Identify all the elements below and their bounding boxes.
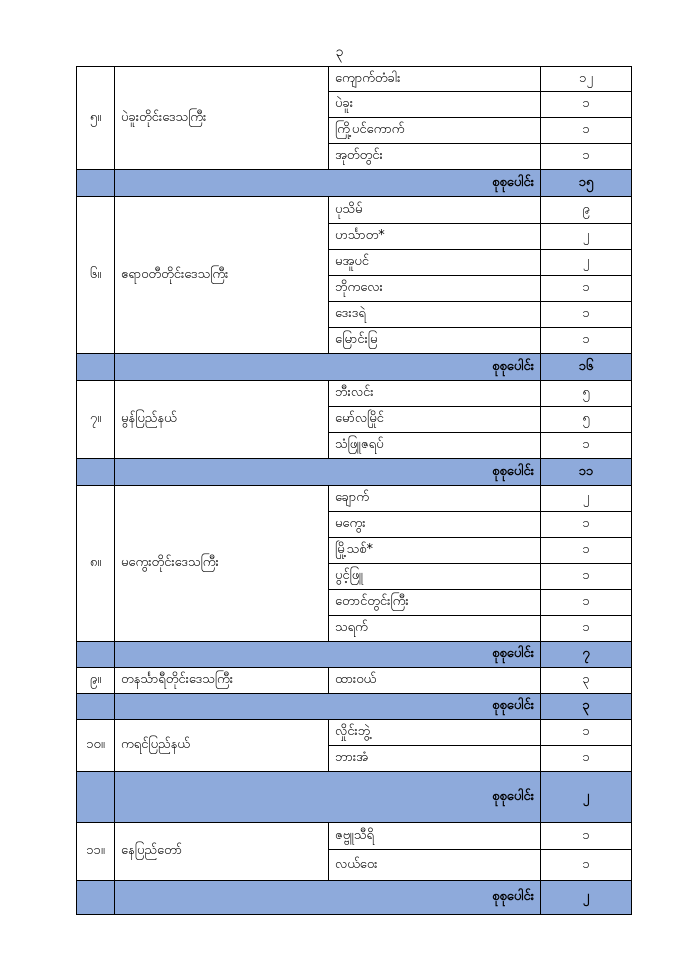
region-name: မွန်ပြည်နယ် — [115, 381, 329, 459]
total-row-blank — [77, 459, 115, 486]
total-count: ၁၅ — [541, 170, 632, 197]
township-count: ၂ — [541, 486, 632, 512]
total-count: ၃ — [541, 694, 632, 720]
cases-table — [76, 66, 632, 915]
township-name: မြို့သစ်* — [329, 538, 541, 564]
township-count: ၅ — [541, 407, 632, 433]
section-number: ၉။ — [77, 668, 115, 694]
table-row — [77, 197, 632, 224]
township-count: ၁ — [541, 276, 632, 302]
township-name: ကြို့ပင်ကောက် — [329, 118, 541, 144]
total-count: ၂ — [541, 772, 632, 823]
table-row — [77, 381, 632, 407]
total-row-blank — [77, 694, 115, 720]
township-name: မြောင်းမြ — [329, 328, 541, 354]
township-name: ဟင်္သာတ* — [329, 224, 541, 250]
township-name: အုတ်တွင်း — [329, 144, 541, 170]
section-number: ၇။ — [77, 381, 115, 459]
township-count: ၁ — [541, 590, 632, 616]
section-number: ၅။ — [77, 67, 115, 170]
total-row-blank — [77, 354, 115, 381]
total-label: စုစုပေါင်း — [115, 354, 541, 381]
total-label: စုစုပေါင်း — [115, 772, 541, 823]
township-name: ဘိုကလေး — [329, 276, 541, 302]
total-count: ၁၁ — [541, 459, 632, 486]
total-label: စုစုပေါင်း — [115, 459, 541, 486]
total-row-blank — [77, 881, 115, 915]
section-number: ၁၁။ — [77, 823, 115, 881]
township-name: လှိုင်းဘွဲ့ — [329, 720, 541, 746]
township-count: ၃ — [541, 668, 632, 694]
township-count: ၅ — [541, 381, 632, 407]
page-number: ၃ — [335, 44, 344, 60]
township-count: ၁ — [541, 564, 632, 590]
township-name: ဇဗ္ဗူသီရိ — [329, 823, 541, 850]
total-row — [77, 354, 632, 381]
township-name: ထားဝယ် — [329, 668, 541, 694]
region-name: မကွေးတိုင်းဒေသကြီး — [115, 486, 329, 642]
township-count: ၁ — [541, 850, 632, 881]
township-name: ဒေးဒရဲ — [329, 302, 541, 328]
township-name: သရက် — [329, 616, 541, 642]
total-row — [77, 459, 632, 486]
township-count: ၂ — [541, 224, 632, 250]
township-name: ပဲခူး — [329, 92, 541, 118]
table-row — [77, 67, 632, 92]
total-label: စုစုပေါင်း — [115, 170, 541, 197]
total-count: ၇ — [541, 642, 632, 668]
table-row — [77, 823, 632, 850]
township-count: ၁ — [541, 118, 632, 144]
total-row-blank — [77, 170, 115, 197]
total-row — [77, 772, 632, 823]
township-count: ၁ — [541, 302, 632, 328]
township-name: ကျောက်တံခါး — [329, 67, 541, 92]
township-name: မော်လမြိုင် — [329, 407, 541, 433]
township-name: မကွေး — [329, 512, 541, 538]
township-name: ချောက် — [329, 486, 541, 512]
region-name: ကရင်ပြည်နယ် — [115, 720, 329, 772]
township-name: ပွင့်ဖြူ — [329, 564, 541, 590]
township-name: သံဖြူဇရပ် — [329, 433, 541, 459]
total-count: ၁၆ — [541, 354, 632, 381]
total-count: ၂ — [541, 881, 632, 915]
total-row — [77, 881, 632, 915]
township-name: တောင်တွင်းကြီး — [329, 590, 541, 616]
total-row — [77, 642, 632, 668]
total-row-blank — [77, 772, 115, 823]
table-row — [77, 486, 632, 512]
section-number: ၈။ — [77, 486, 115, 642]
total-row-blank — [77, 642, 115, 668]
total-label: စုစုပေါင်း — [115, 881, 541, 915]
township-count: ၁ — [541, 512, 632, 538]
township-count: ၁ — [541, 616, 632, 642]
township-count: ၁ — [541, 433, 632, 459]
table-row — [77, 720, 632, 746]
township-count: ၁ — [541, 92, 632, 118]
township-count: ၁၂ — [541, 67, 632, 92]
section-number: ၁၀။ — [77, 720, 115, 772]
township-count: ၁ — [541, 538, 632, 564]
region-name: ပဲခူးတိုင်းဒေသကြီး — [115, 67, 329, 170]
region-name: တနင်္သာရီတိုင်းဒေသကြီး — [115, 668, 329, 694]
township-count: ၁ — [541, 328, 632, 354]
township-name: ဘီးလင်း — [329, 381, 541, 407]
township-count: ၁ — [541, 823, 632, 850]
total-label: စုစုပေါင်း — [115, 642, 541, 668]
table-row — [77, 668, 632, 694]
region-name: နေပြည်တော် — [115, 823, 329, 881]
township-count: ၂ — [541, 250, 632, 276]
township-name: ဘားအံ — [329, 746, 541, 772]
township-count: ၁ — [541, 746, 632, 772]
township-count: ၉ — [541, 197, 632, 224]
section-number: ၆။ — [77, 197, 115, 354]
region-name: ဧရာဝတီတိုင်းဒေသကြီး — [115, 197, 329, 354]
total-row — [77, 170, 632, 197]
total-label: စုစုပေါင်း — [115, 694, 541, 720]
township-count: ၁ — [541, 144, 632, 170]
township-name: လယ်ဝေး — [329, 850, 541, 881]
total-row — [77, 694, 632, 720]
township-count: ၁ — [541, 720, 632, 746]
township-name: မအူပင် — [329, 250, 541, 276]
township-name: ပုသိမ် — [329, 197, 541, 224]
